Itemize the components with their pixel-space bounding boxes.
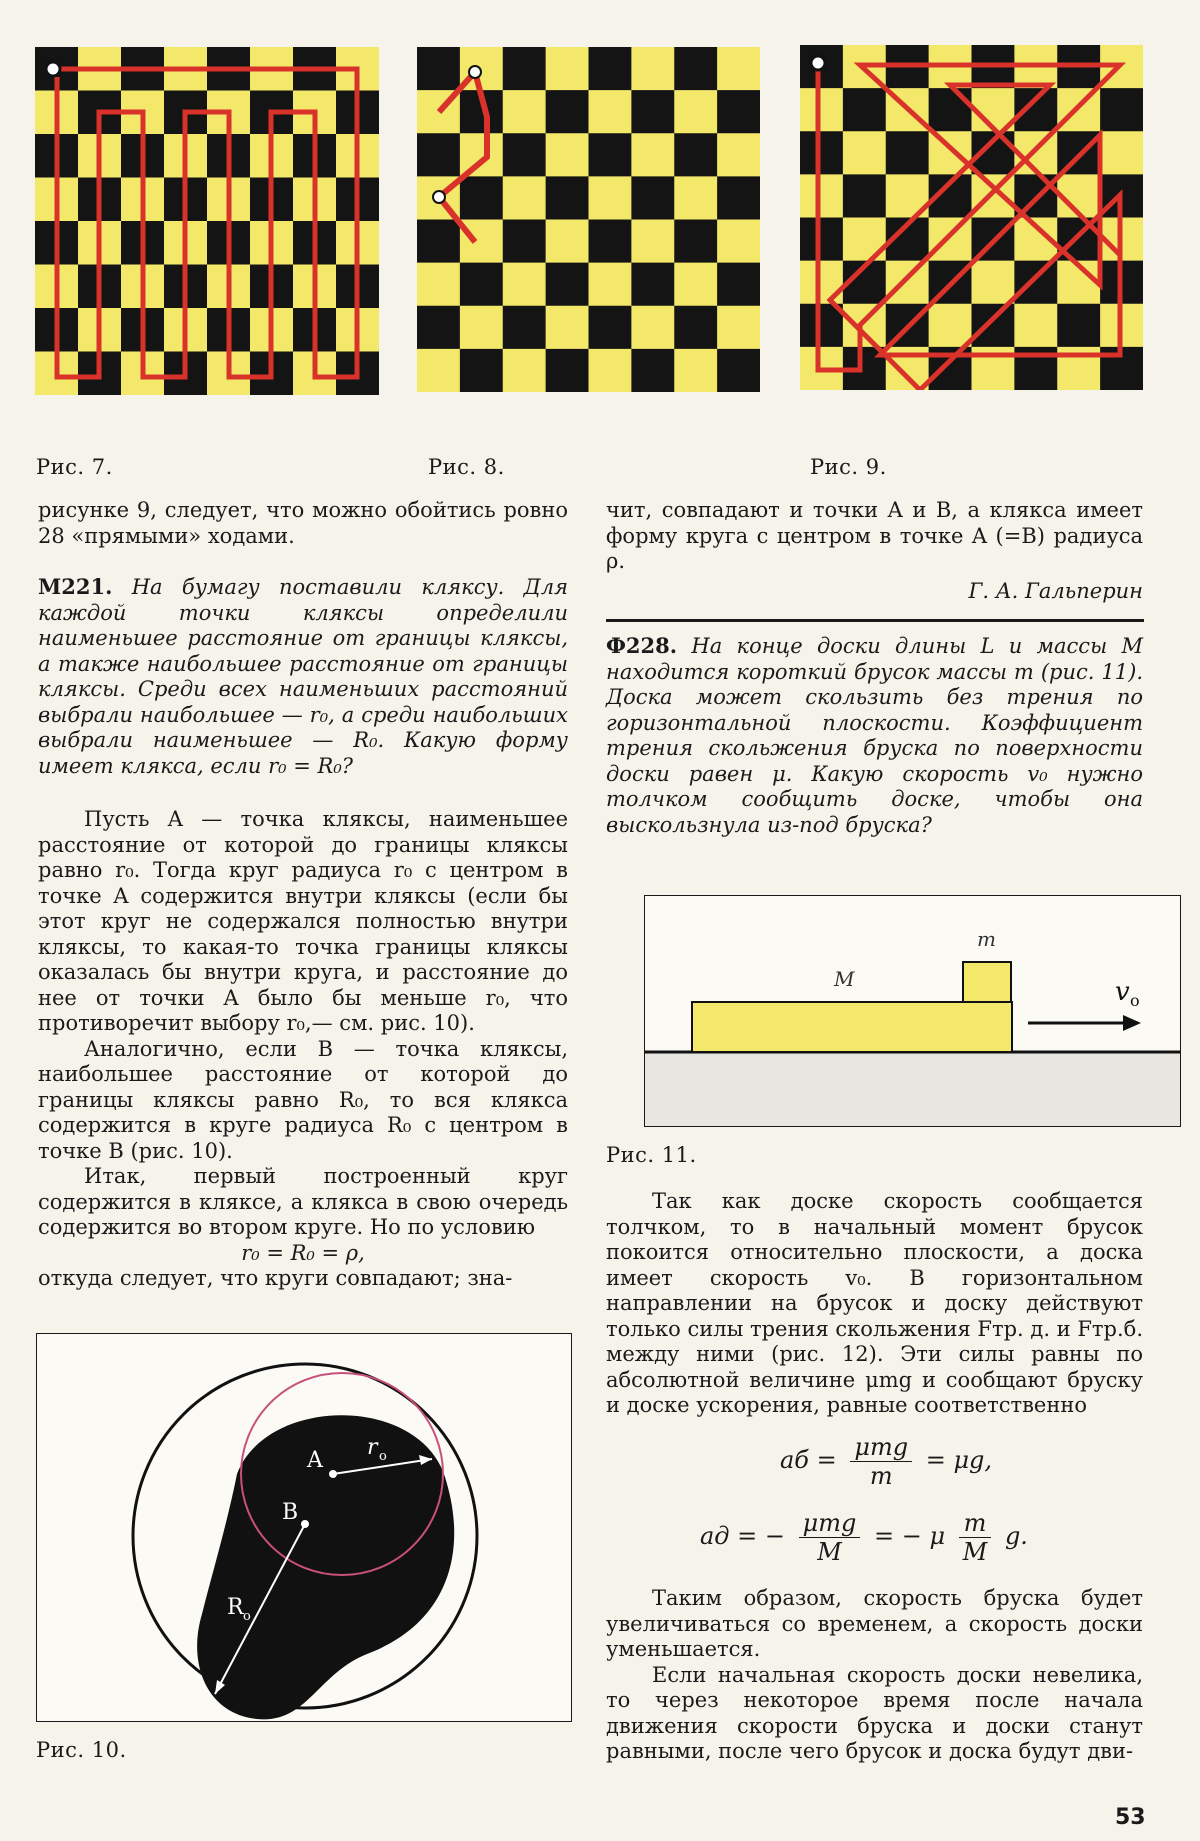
left-equation: r₀ = R₀ = ρ,	[241, 1240, 365, 1265]
right-column-body	[606, 1189, 1143, 1419]
problem-f228-text: На конце доски длины L и массы M находится короткий брусок массы m (рис. 11). Доска может скользить без трения по горизонтальной плоскости. Коэффициент трения скольжения бруска по поверхности доски равен μ. Какую скорость v₀ нужно толчком сообщить доске, чтобы она выскользнула из-под бруска?	[606, 634, 1143, 837]
blot-diagram	[37, 1334, 571, 1721]
problem-f228-block	[606, 633, 1143, 838]
author: Г. А. Гальперин	[968, 578, 1143, 603]
figure-8	[417, 47, 760, 392]
left-paragraph-5: откуда следует, что круги совпадают; зна-	[38, 1266, 513, 1290]
label-a: A	[307, 1448, 323, 1473]
right-paragraph-3: Таким образом, скорость бруска будет увеличиваться со временем, а скорость доски уменьшается.	[606, 1586, 1143, 1661]
queen-path-9	[800, 45, 1143, 390]
left-paragraph-2: Пусть A — точка кляксы, наименьшее расстояние от которой до границы кляксы равно r₀. Тогда круг радиуса r₀ с центром в точке A содержится внутри кляксы (если бы этот круг не содержался полностью внутри кляксы, то какая-то точка границы кляксы оказалась бы внутри круга, и расстояние до нее от точки A было бы меньше r₀, что противоречит выбору r₀,— см. рис. 10).	[38, 807, 568, 1035]
left-column	[38, 498, 568, 1292]
right-column-bottom	[606, 1586, 1143, 1765]
board-block-diagram	[645, 896, 1180, 1126]
formula-a-brusok-lhs: aб =	[780, 1446, 837, 1474]
left-paragraph-4: Итак, первый построенный круг содержится в кляксе, а клякса в свою очередь содержится во втором круге. Но по условию	[38, 1164, 568, 1239]
figure-9	[800, 45, 1143, 390]
problem-m221-number: М221.	[38, 574, 113, 599]
label-R0: R	[227, 1595, 244, 1620]
figure-7	[35, 47, 379, 395]
figure-11	[644, 895, 1181, 1127]
problem-f228	[606, 633, 1143, 838]
formula-a-doska-den2: M	[962, 1538, 988, 1566]
label-M: M	[834, 967, 855, 991]
caption-fig9: Рис. 9.	[810, 455, 887, 479]
problem-m221	[38, 574, 568, 779]
formula-a-brusok-rhs: = μg,	[925, 1446, 993, 1474]
formula-a-doska-rhs: g.	[1004, 1522, 1028, 1550]
label-R0-sub: o	[243, 1609, 251, 1624]
figure-10	[36, 1333, 572, 1722]
formula-a-doska-num: μmg	[799, 1509, 861, 1538]
label-m: m	[977, 927, 996, 951]
label-b: B	[282, 1500, 299, 1525]
right-paragraph-1: чит, совпадают и точки A и B, а клякса имеет форму круга с центром в точке A (=B) радиуса ρ.	[606, 498, 1143, 573]
page-number: 53	[1115, 1805, 1146, 1830]
right-paragraph-2: Так как доске скорость сообщается толчком, то в начальный момент брусок покоится относительно плоскости, а доска имеет скорость v₀. В горизонтальном направлении на брусок и доску действуют только силы трения скольжения Fтр. д. и Fтр.б. между ними (рис. 12). Эти силы равны по абсолютной величине μmg и сообщают бруску и доске ускорения, равные соответственно	[606, 1189, 1143, 1417]
caption-fig7: Рис. 7.	[36, 455, 113, 479]
formula-a-doska	[700, 1509, 1028, 1566]
label-v0: v	[1115, 977, 1130, 1007]
label-v0-sub: o	[1130, 991, 1140, 1010]
board-M	[692, 1002, 1012, 1052]
formula-a-doska-num2: m	[959, 1509, 992, 1538]
problem-m221-text: На бумагу поставили кляксу. Для каждой точки кляксы определили наименьшее расстояние от границы кляксы, а также наибольшее расстояние от границы кляксы. Среди всех наименьших расстояний выбрали наибольшее — r₀, а среди наибольших выбрали наименьшее — R₀. Какую форму имеет клякса, если r₀ = R₀?	[38, 575, 568, 778]
formula-a-doska-lhs: aд = −	[700, 1522, 785, 1550]
formula-a-brusok-den: m	[869, 1462, 893, 1490]
right-paragraph-4: Если начальная скорость доски невелика, то через некоторое время после начала движения скорости бруска и доски станут равными, после чего брусок и доска будут дви-	[606, 1662, 1143, 1763]
block-m	[963, 962, 1011, 1002]
label-r0-sub: o	[379, 1449, 387, 1464]
formula-a-doska-mid: = − μ	[874, 1522, 946, 1550]
problem-f228-number: Ф228.	[606, 633, 678, 658]
formula-a-doska-den: M	[817, 1538, 842, 1566]
formula-a-brusok-num: μmg	[850, 1433, 912, 1462]
left-paragraph-1: рисунке 9, следует, что можно обойтись ровно 28 «прямыми» ходами.	[38, 498, 568, 548]
caption-fig11: Рис. 11.	[606, 1143, 697, 1167]
knight-moves-8	[417, 47, 760, 392]
section-rule	[606, 619, 1144, 622]
ground	[645, 1052, 1180, 1126]
left-paragraph-3: Аналогично, если B — точка кляксы, наибольшее расстояние от которой до границы кляксы равно R₀, то вся клякса содержится в круге радиуса R₀ с центром в точке B (рис. 10).	[38, 1036, 568, 1163]
caption-fig10: Рис. 10.	[36, 1738, 127, 1762]
label-r0: r	[367, 1435, 378, 1460]
right-column-top	[606, 498, 1143, 604]
caption-fig8: Рис. 8.	[428, 455, 505, 479]
formula-a-brusok	[780, 1433, 992, 1490]
rook-path-7	[35, 47, 379, 395]
